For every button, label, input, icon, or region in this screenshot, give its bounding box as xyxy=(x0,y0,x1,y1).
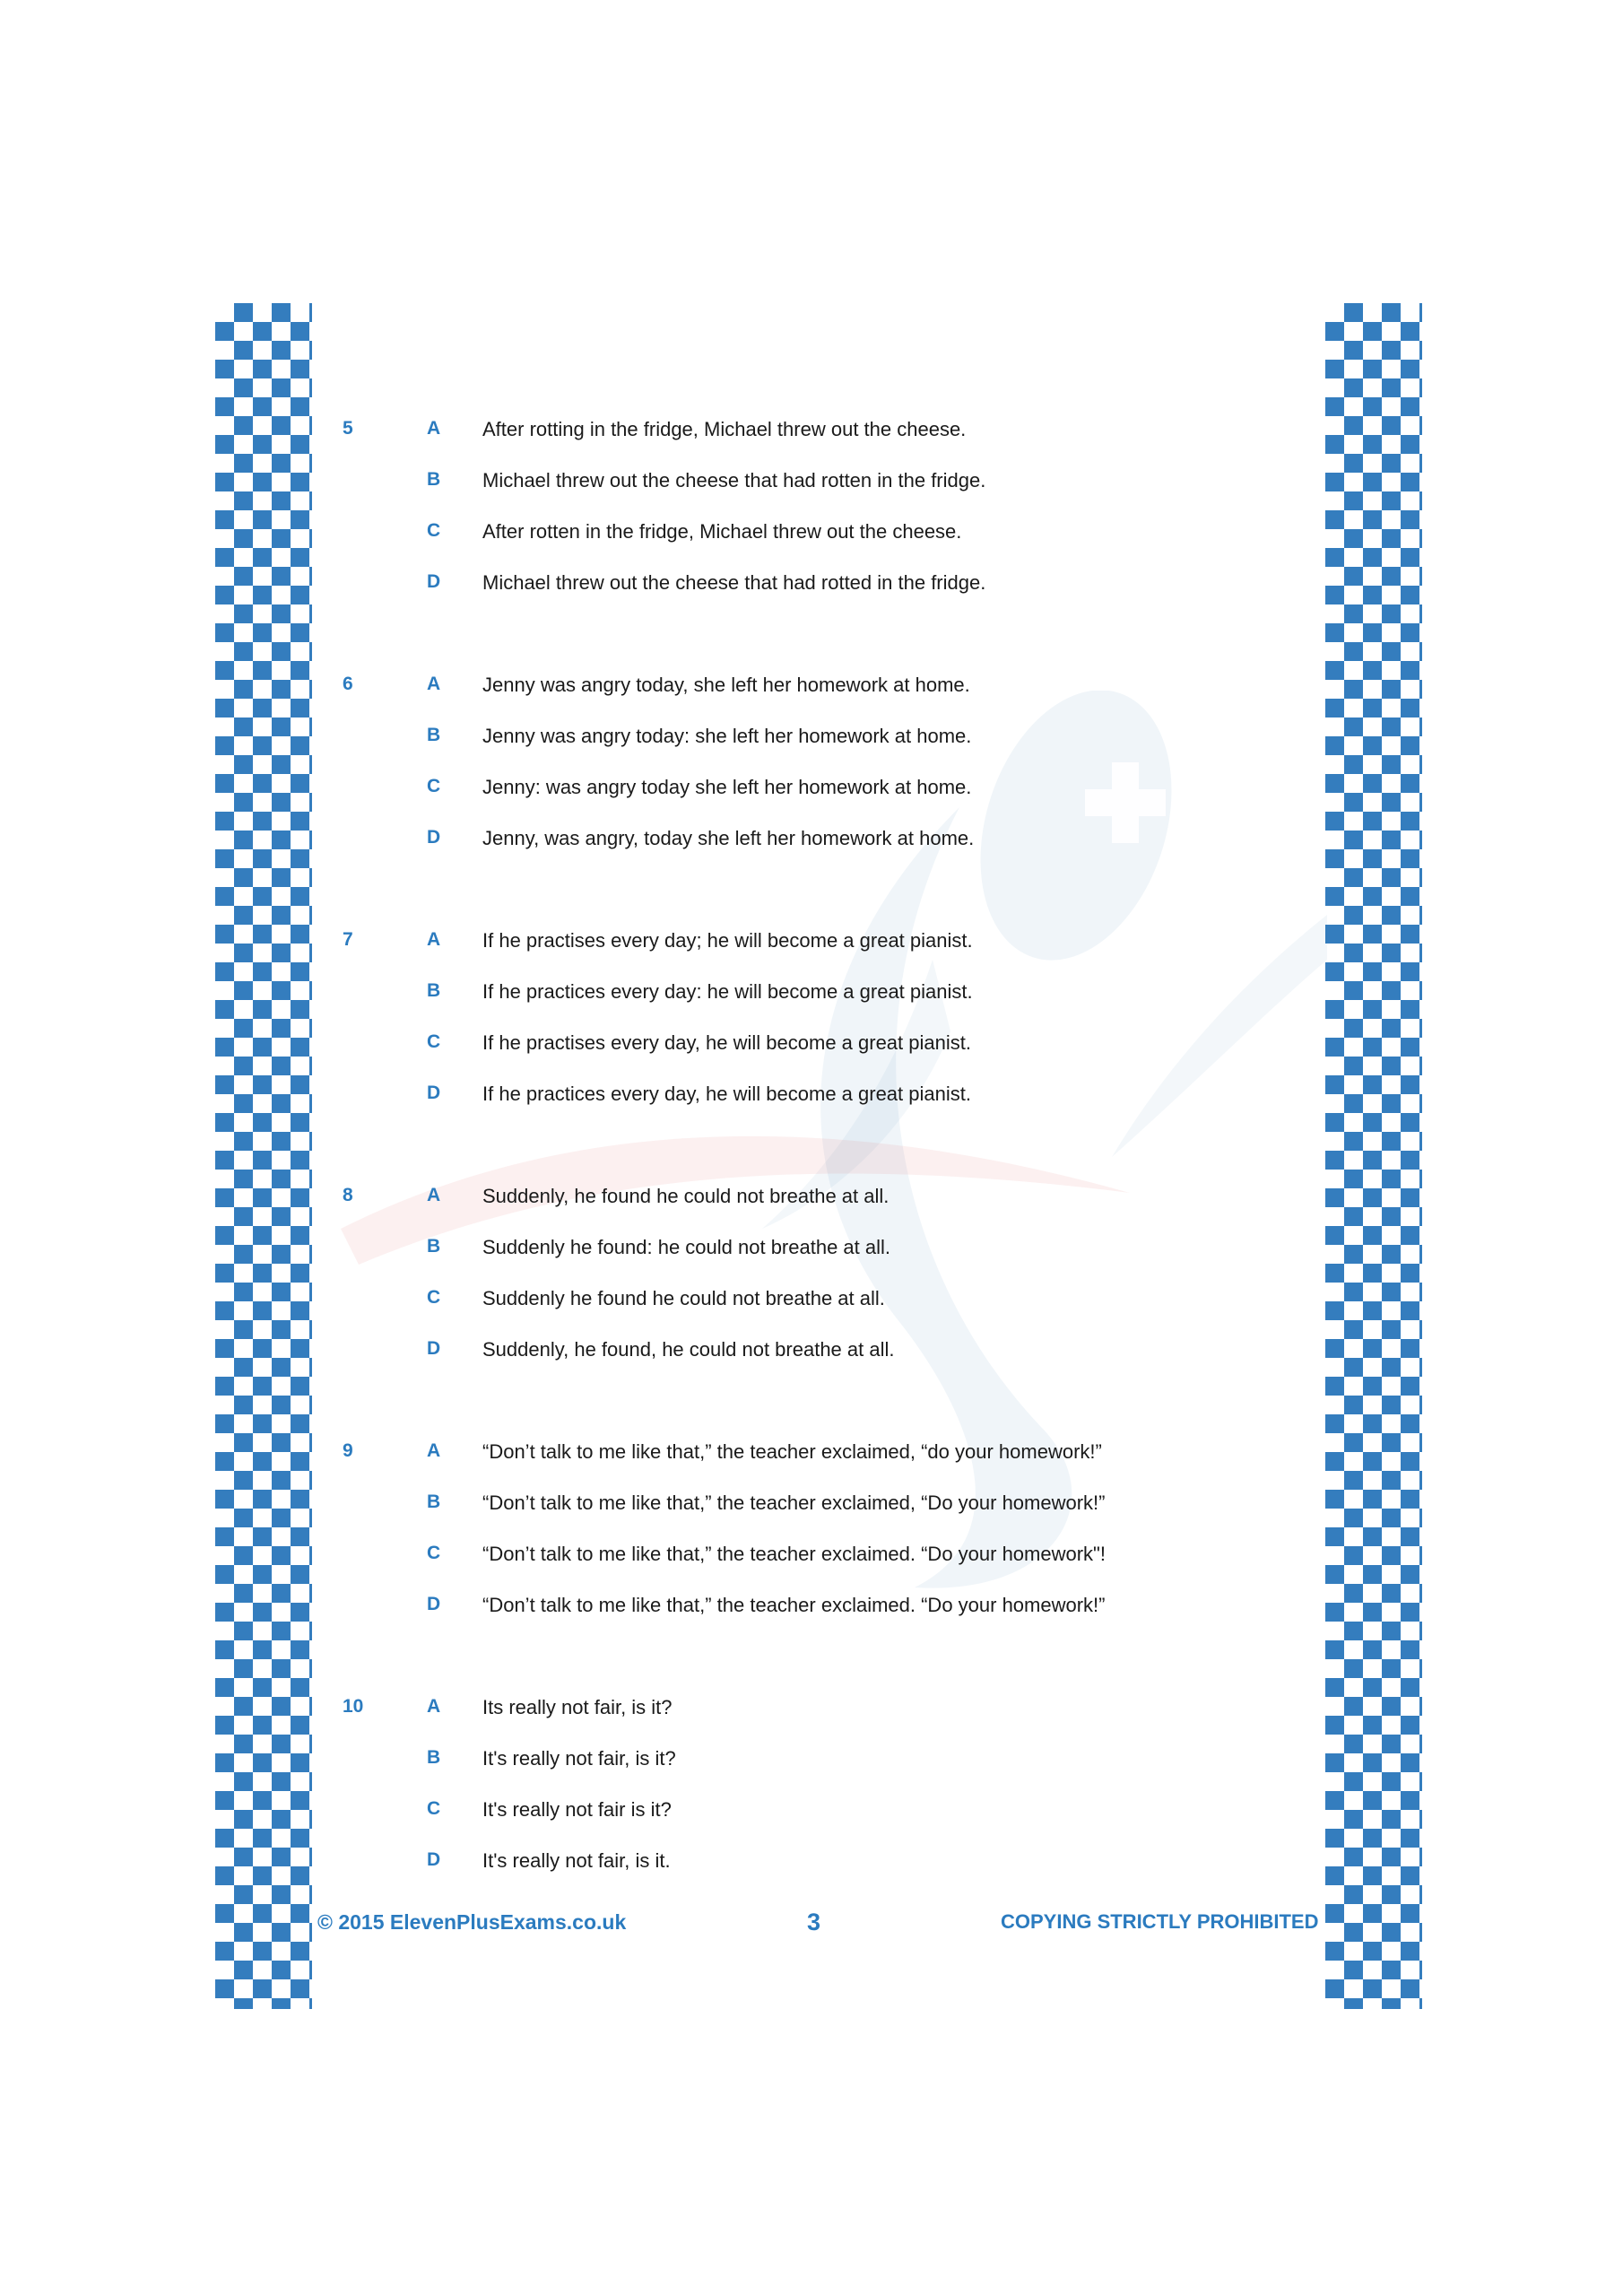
option-letter: A xyxy=(427,674,441,694)
option-text: “Don’t talk to me like that,” the teacher exclaimed, “do your homework!” xyxy=(482,1440,1102,1463)
option-letter: B xyxy=(427,1747,441,1768)
answer-option-b xyxy=(343,725,1239,761)
option-letter: B xyxy=(427,1236,441,1257)
option-letter: D xyxy=(427,571,441,592)
option-text: Suddenly he found: he could not breathe at all. xyxy=(482,1236,891,1258)
answer-option-c xyxy=(343,1798,1239,1834)
option-text: If he practices every day: he will become a great pianist. xyxy=(482,980,973,1003)
option-text: “Don’t talk to me like that,” the teacher exclaimed. “Do your homework!” xyxy=(482,1594,1106,1616)
option-letter: D xyxy=(427,827,441,848)
option-text: “Don’t talk to me like that,” the teacher exclaimed, “Do your homework!” xyxy=(482,1492,1106,1514)
option-text: Suddenly, he found, he could not breathe at all. xyxy=(482,1338,895,1361)
option-text: If he practises every day; he will become a great pianist. xyxy=(482,929,973,952)
option-letter: C xyxy=(427,1031,441,1052)
option-letter: C xyxy=(427,1287,441,1308)
answer-option-d xyxy=(343,1083,1239,1118)
option-letter: A xyxy=(427,418,441,439)
answer-option-c xyxy=(343,776,1239,812)
option-letter: C xyxy=(427,520,441,541)
question-number: 7 xyxy=(343,929,353,950)
answer-option-c xyxy=(343,1031,1239,1067)
answer-option-a xyxy=(343,1440,1239,1476)
option-text: After rotten in the fridge, Michael threw out the cheese. xyxy=(482,520,962,543)
answer-option-b xyxy=(343,1747,1239,1783)
question-number: 8 xyxy=(343,1185,353,1205)
option-text: Its really not fair, is it? xyxy=(482,1696,673,1718)
option-letter: A xyxy=(427,929,441,950)
option-letter: B xyxy=(427,469,441,490)
answer-option-a xyxy=(343,1696,1239,1732)
option-text: If he practices every day, he will become a great pianist. xyxy=(482,1083,971,1105)
footer-copy-notice: COPYING STRICTLY PROHIBITED xyxy=(1001,1910,1319,1933)
answer-option-b xyxy=(343,980,1239,1016)
answer-option-d xyxy=(343,1338,1239,1374)
option-letter: C xyxy=(427,1798,441,1819)
answer-option-b xyxy=(343,1492,1239,1527)
answer-option-a xyxy=(343,929,1239,965)
answer-option-d xyxy=(343,827,1239,863)
option-text: Jenny, was angry, today she left her homework at home. xyxy=(482,827,975,849)
option-text: Jenny was angry today, she left her homework at home. xyxy=(482,674,970,696)
option-text: Suddenly, he found he could not breathe at all. xyxy=(482,1185,890,1207)
answer-option-d xyxy=(343,1594,1239,1630)
question-number: 10 xyxy=(343,1696,364,1717)
question-number: 6 xyxy=(343,674,353,694)
option-letter: B xyxy=(427,725,441,745)
page-number: 3 xyxy=(807,1909,821,1935)
question-number: 5 xyxy=(343,418,353,439)
decorative-border-left xyxy=(215,303,312,2009)
option-letter: D xyxy=(427,1338,441,1359)
option-letter: A xyxy=(427,1185,441,1205)
answer-option-d xyxy=(343,1849,1239,1885)
option-text: Jenny: was angry today she left her homework at home. xyxy=(482,776,972,798)
option-text: Michael threw out the cheese that had rotted in the fridge. xyxy=(482,571,986,594)
option-letter: A xyxy=(427,1440,441,1461)
option-text: “Don’t talk to me like that,” the teacher exclaimed. “Do your homework"! xyxy=(482,1543,1106,1565)
answer-option-a xyxy=(343,1185,1239,1221)
option-letter: D xyxy=(427,1083,441,1103)
option-letter: A xyxy=(427,1696,441,1717)
answer-option-b xyxy=(343,1236,1239,1272)
option-text: Michael threw out the cheese that had rotten in the fridge. xyxy=(482,469,986,491)
option-letter: C xyxy=(427,776,441,796)
answer-option-c xyxy=(343,520,1239,556)
question-number: 9 xyxy=(343,1440,353,1461)
option-text: After rotting in the fridge, Michael threw out the cheese. xyxy=(482,418,967,440)
option-letter: D xyxy=(427,1594,441,1614)
option-text: It's really not fair, is it. xyxy=(482,1849,671,1872)
answer-option-d xyxy=(343,571,1239,607)
answer-option-c xyxy=(343,1287,1239,1323)
option-text: It's really not fair is it? xyxy=(482,1798,672,1821)
option-letter: B xyxy=(427,1492,441,1512)
option-text: Jenny was angry today: she left her homework at home. xyxy=(482,725,972,747)
answer-option-a xyxy=(343,674,1239,709)
option-letter: C xyxy=(427,1543,441,1563)
answer-option-b xyxy=(343,469,1239,505)
footer-copyright: © 2015 ElevenPlusExams.co.uk xyxy=(317,1910,627,1934)
option-text: Suddenly he found he could not breathe at all. xyxy=(482,1287,885,1309)
decorative-border-right xyxy=(1325,303,1422,2009)
option-letter: B xyxy=(427,980,441,1001)
answer-option-c xyxy=(343,1543,1239,1578)
option-text: It's really not fair, is it? xyxy=(482,1747,676,1770)
option-text: If he practises every day, he will become a great pianist. xyxy=(482,1031,971,1054)
answer-option-a xyxy=(343,418,1239,454)
option-letter: D xyxy=(427,1849,441,1870)
